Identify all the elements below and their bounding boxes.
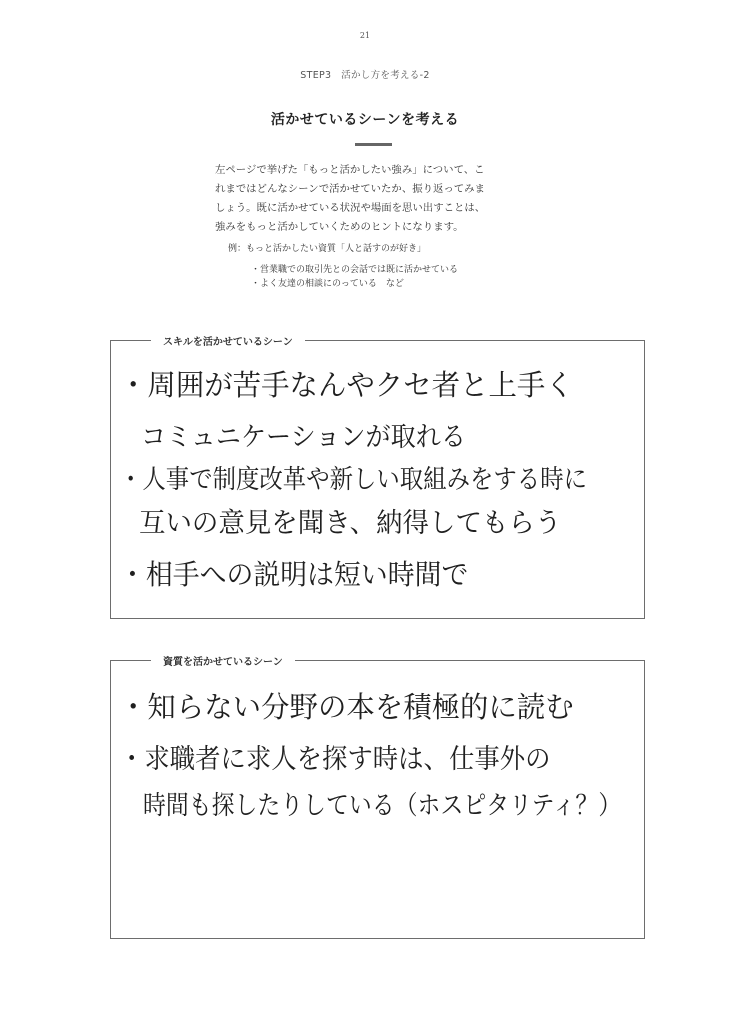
handwritten-line: ・周囲が苦手なんやクセ者と上手く [119,368,574,402]
handwritten-line: ・知らない分野の本を積極的に読む [119,690,574,724]
skill-scene-box [110,337,645,619]
handwritten-line: コミュニケーションが取れる [141,422,466,453]
step-label: STEP3 活かし方を考える-2 [300,70,430,81]
example-item: ・営業職での取引先との会話では既に活かせている [251,265,459,275]
page-title: 活かせているシーンを考える [270,112,460,128]
intro-paragraph [215,161,545,237]
intro-line: しょう。既に活かせている状況や場面を思い出すことは、 [215,202,486,214]
handwritten-line: 時間も探したりしている（ホスピタリティ？） [143,791,622,821]
handwritten-line: ・求職者に求人を探す時は、仕事外の [119,744,551,775]
page-number: 21 [359,31,371,40]
example-item: ・よく友達の相談にのっている など [251,279,404,289]
title-underline [355,143,392,146]
trait-scene-box [110,657,645,939]
example-heading: 例：もっと活かしたい資質「人と話すのが好き」 [228,244,427,254]
skill-box-label: スキルを活かせているシーン [151,333,305,348]
handwritten-line: ・相手への説明は短い時間で [119,558,469,591]
intro-line: 強みをもっと活かしていくためのヒントになります。 [215,221,464,233]
intro-line: 左ページで挙げた「もっと活かしたい強み」について、こ [215,164,485,176]
trait-box-label: 資質を活かせているシーン [151,653,295,668]
intro-line: れまではどんなシーンで活かせていたか、振り返ってみま [215,183,485,195]
handwritten-line: ・人事で制度改革や新しい取組みをする時に [119,465,588,495]
handwritten-line: 互いの意見を聞き、納得してもらう [139,508,562,539]
